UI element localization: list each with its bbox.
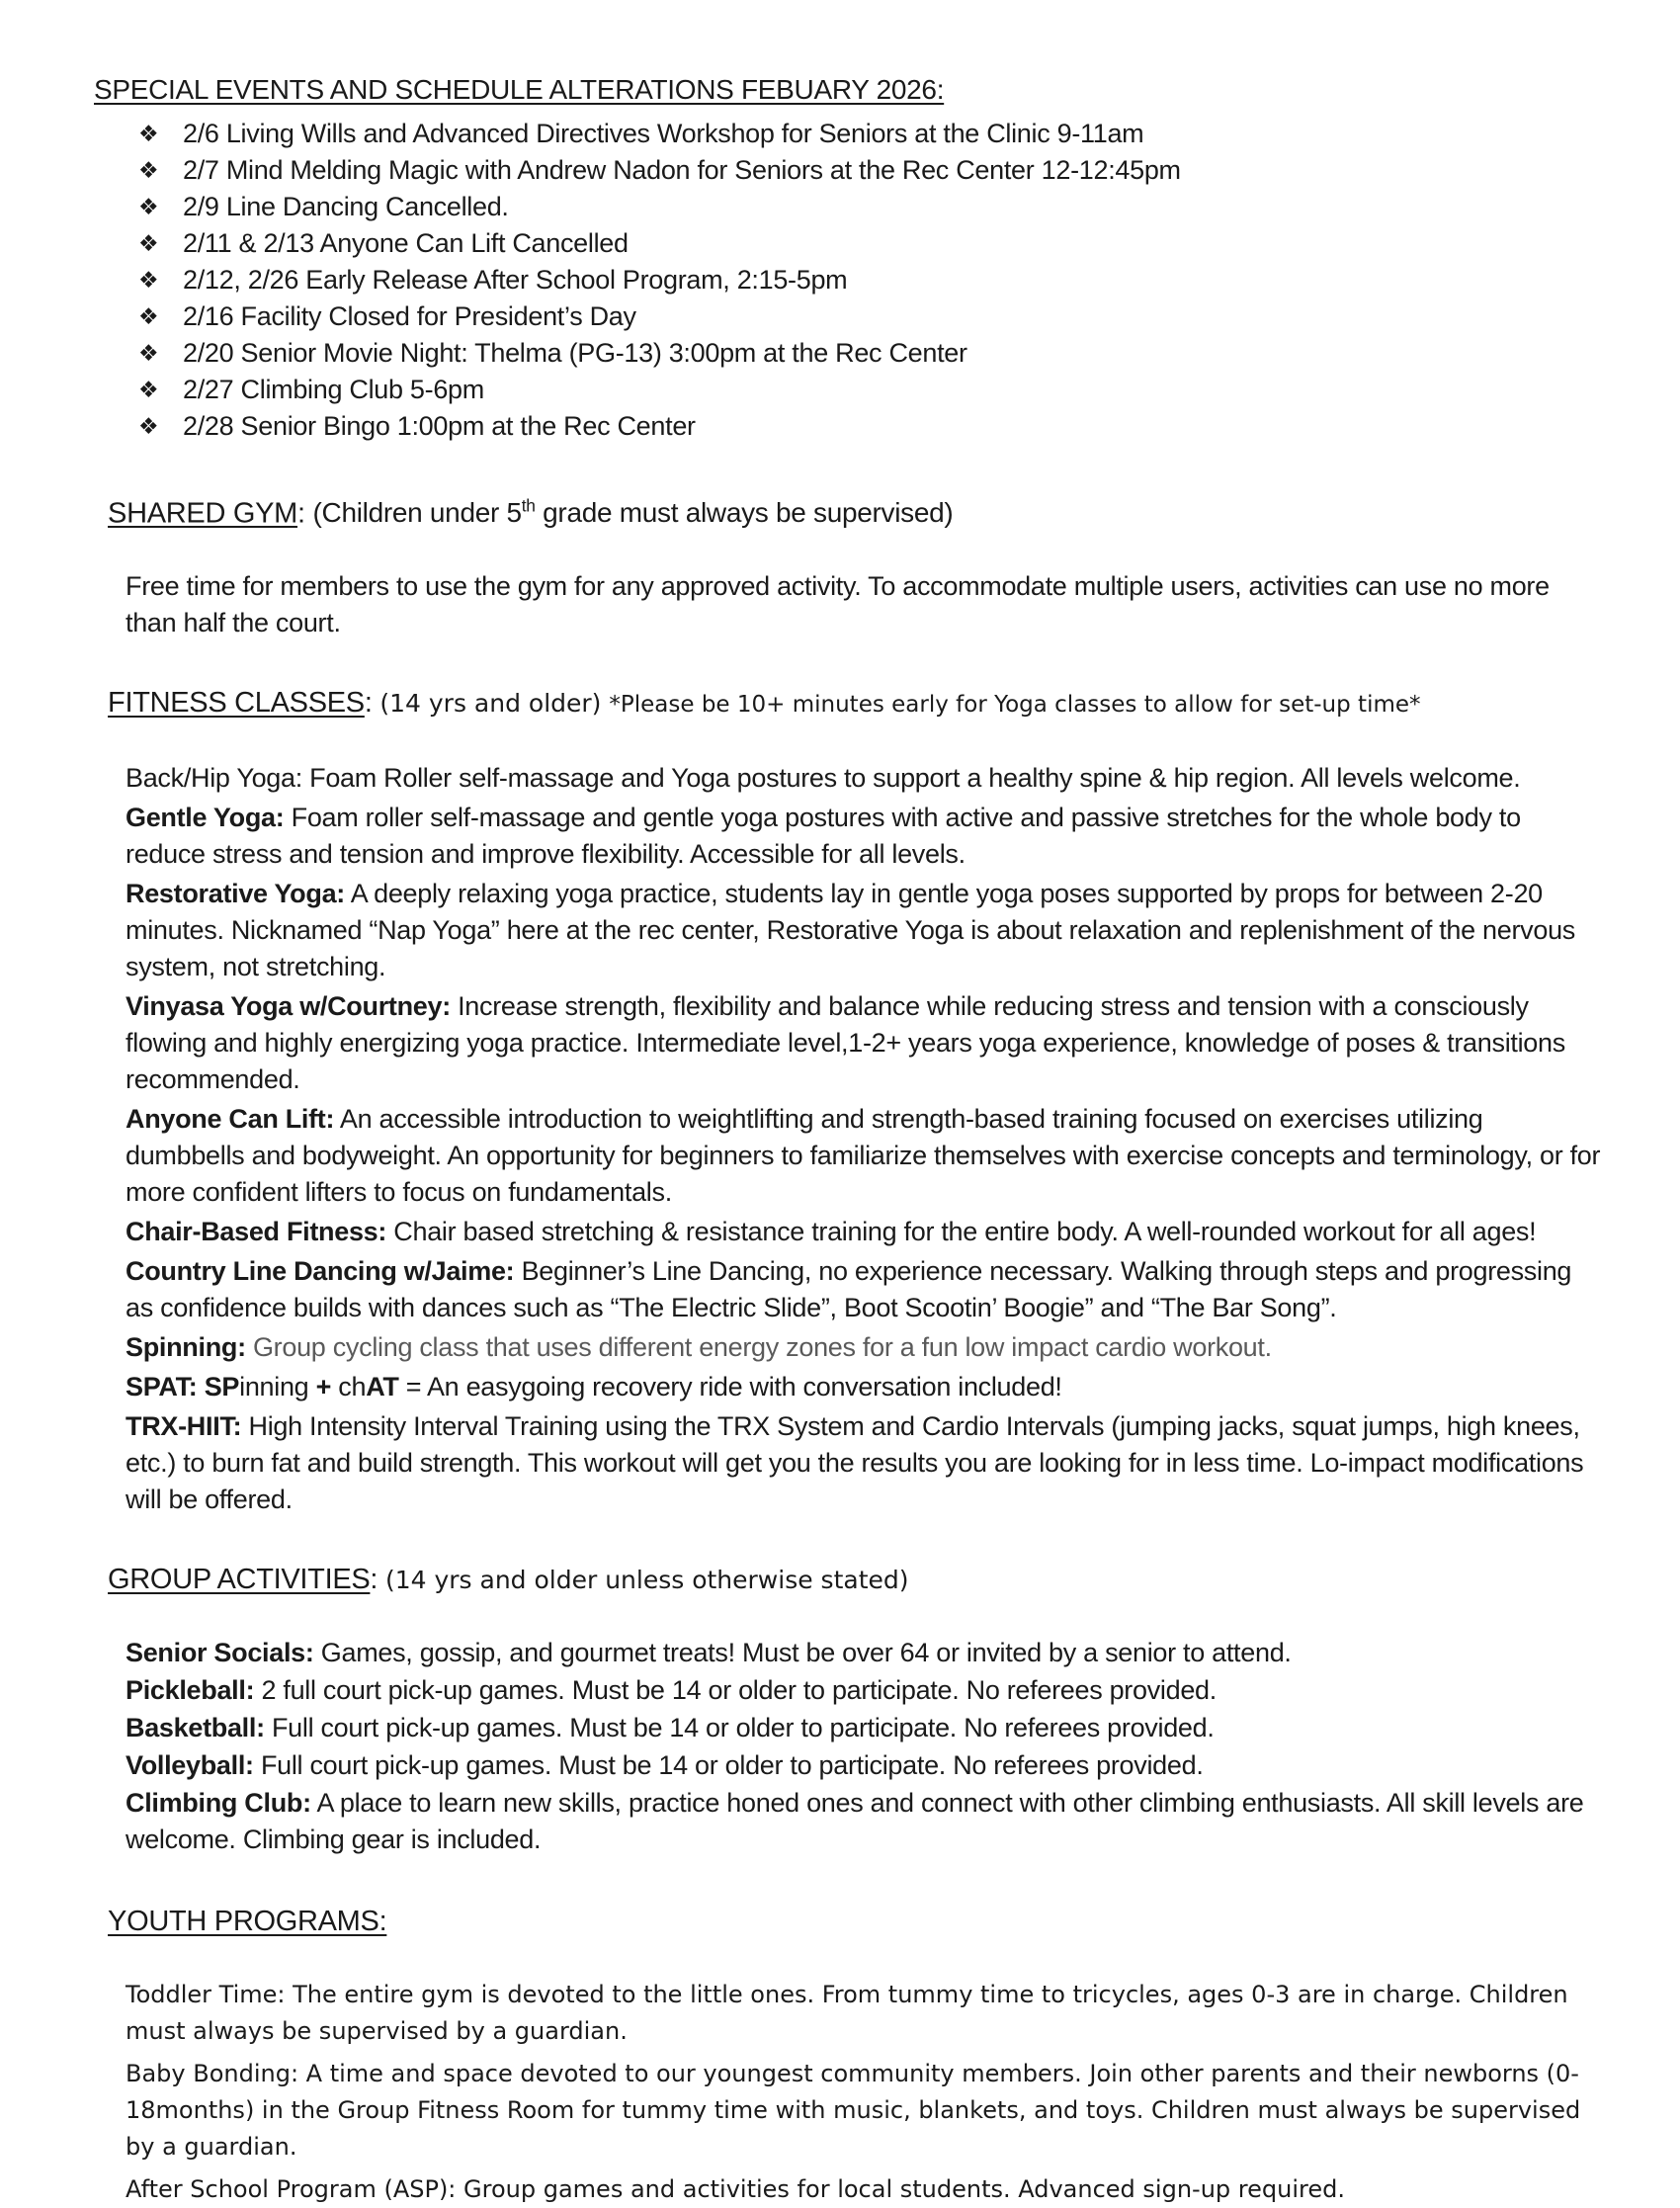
shared-gym-note <box>313 497 954 528</box>
class-description: Increase strength, flexibility and balance while reducing stress and tension with a consciously flowing and highly energizing yoga practice. Intermediate level,1-2+ years yoga experience, knowledge of poses & transitions recommended. <box>126 991 1565 1095</box>
shared-gym-body: Free time for members to use the gym for any approved activity. To accommodate multiple users, activities can use no more than half the court. <box>126 571 1550 638</box>
class-label: Anyone Can Lift: <box>126 1104 335 1135</box>
fitness-class-spinning <box>126 1329 1606 1366</box>
class-description: An accessible introduction to weightlifting and strength-based training focused on exercises utilizing dumbbells and bodyweight. An opportunity for beginners to familiarize themselves with exercise concepts and terminology, or for more confident lifters to focus on fundamentals. <box>126 1104 1601 1208</box>
youth-program-toddler-time <box>126 1977 1606 2050</box>
group-activities-heading-text: GROUP ACTIVITIES <box>108 1564 371 1596</box>
section-heading-group-activities <box>77 1525 1606 1635</box>
fitness-class-gentle-yoga <box>126 800 1606 873</box>
diamond-bullet-icon: ❖ <box>138 122 159 147</box>
fitness-class-spat <box>126 1369 1606 1405</box>
event-item-text: 2/27 Climbing Club 5-6pm <box>183 375 484 404</box>
activity-description: A place to learn new skills, practice honed ones and connect with other climbing enthusiasts. All skill levels are welcome. Climbing gear is included. <box>126 1788 1584 1855</box>
group-activity-basketball <box>126 1710 1606 1746</box>
diamond-bullet-icon: ❖ <box>138 378 159 403</box>
document-title: SPECIAL EVENTS AND SCHEDULE ALTERATIONS FEBUARY 2026: <box>94 74 945 105</box>
activity-label: Pickleball: <box>126 1675 255 1706</box>
shared-gym-note-pre: (Children under 5 <box>312 497 522 529</box>
group-activity-senior-socials <box>126 1635 1606 1671</box>
diamond-bullet-icon: ❖ <box>138 268 159 294</box>
spat-text: inning <box>239 1372 316 1402</box>
activity-description: 2 full court pick-up games. Must be 14 or older to participate. No referees provided. <box>254 1675 1217 1706</box>
class-description: Foam roller self-massage and gentle yoga postures with active and passive stretches for the whole body to reduce stress and tension and improve flexibility. Accessible for all levels. <box>126 803 1521 870</box>
section-heading-fitness-classes <box>77 648 1606 760</box>
group-activity-climbing-club <box>126 1785 1606 1858</box>
spat-text: ch <box>338 1372 367 1402</box>
event-item <box>0 298 1611 335</box>
heading-colon: : <box>297 497 313 530</box>
event-item <box>0 225 1611 262</box>
class-label: Back/Hip Yoga: <box>126 763 302 794</box>
class-label: Chair-Based Fitness: <box>126 1217 387 1247</box>
diamond-bullet-icon: ❖ <box>138 231 159 257</box>
class-label: Restorative Yoga: <box>126 879 345 909</box>
fitness-heading-text: FITNESS CLASSES <box>108 687 365 720</box>
activity-label: Climbing Club: <box>126 1788 311 1819</box>
event-item <box>0 116 1611 152</box>
activity-label: Basketball: <box>126 1713 265 1743</box>
shared-gym-heading-text: SHARED GYM <box>108 497 298 530</box>
activity-label: Volleyball: <box>126 1750 254 1781</box>
activity-description: Full court pick-up games. Must be 14 or older to participate. No referees provided. <box>264 1713 1215 1743</box>
fitness-class-vinyasa-yoga <box>126 988 1606 1098</box>
activity-label: Senior Socials: <box>126 1638 314 1668</box>
spat-bold: + <box>315 1372 339 1402</box>
activity-description: Games, gossip, and gourmet treats! Must be over 64 or invited by a senior to attend. <box>313 1638 1292 1668</box>
event-item <box>0 408 1611 445</box>
fitness-class-anyone-can-lift <box>126 1101 1606 1211</box>
program-description: Group games and activities for local students. Advanced sign-up required. <box>456 2175 1345 2204</box>
section-heading-shared-gym <box>77 452 1606 568</box>
diamond-bullet-icon: ❖ <box>138 341 159 367</box>
fitness-class-back-hip-yoga <box>126 760 1606 797</box>
event-item-text: 2/12, 2/26 Early Release After School Program, 2:15-5pm <box>183 265 848 295</box>
ordinal-superscript: th <box>521 496 536 516</box>
program-description: The entire gym is devoted to the little ones. From tummy time to tricycles, ages 0-3 are in charge. Children must always be supervised by a guardian. <box>126 1981 1568 2046</box>
class-description: Group cycling class that uses different energy zones for a fun low impact cardio workout. <box>245 1332 1272 1363</box>
class-description: High Intensity Interval Training using the TRX System and Cardio Intervals (jumping jacks, squat jumps, high knees, etc.) to burn fat and build strength. This workout will get you the results you are looking for in less time. Lo-impact modifications will be offered. <box>126 1411 1584 1515</box>
special-events-list <box>0 116 1680 445</box>
event-item-text: 2/16 Facility Closed for President’s Day <box>183 301 636 331</box>
class-description: Beginner’s Line Dancing, no experience necessary. Walking through steps and progressing as confidence builds with dances such as “The Electric Slide”, Boot Scootin’ Boogie” and “The Bar Song”. <box>126 1256 1572 1323</box>
diamond-bullet-icon: ❖ <box>138 158 159 184</box>
spat-text: = An easygoing recovery ride with conversation included! <box>398 1372 1062 1402</box>
diamond-bullet-icon: ❖ <box>138 414 159 440</box>
event-item-text: 2/11 & 2/13 Anyone Can Lift Cancelled <box>183 228 629 258</box>
event-item <box>0 335 1611 372</box>
fitness-class-chair-based-fitness <box>126 1214 1606 1250</box>
section-heading-youth-programs <box>77 1867 1606 1977</box>
class-description: Foam Roller self-massage and Yoga postures to support a healthy spine & hip region. All levels welcome. <box>301 763 1521 794</box>
event-item <box>0 189 1611 225</box>
youth-programs-heading-text: YOUTH PROGRAMS: <box>108 1906 387 1938</box>
event-item-text: 2/7 Mind Melding Magic with Andrew Nadon for Seniors at the Rec Center 12-12:45pm <box>183 155 1181 185</box>
spat-bold: AT <box>366 1372 399 1402</box>
class-label: Spinning: <box>126 1332 246 1363</box>
class-label: Gentle Yoga: <box>126 803 285 833</box>
shared-gym-note-post: grade must always be supervised) <box>535 497 954 529</box>
class-label: Vinyasa Yoga w/Courtney: <box>126 991 451 1022</box>
class-description: Chair based stretching & resistance training for the entire body. A well-rounded workout for all ages! <box>386 1217 1537 1247</box>
activity-description: Full court pick-up games. Must be 14 or older to participate. No referees provided. <box>253 1750 1204 1781</box>
fitness-age-note: (14 yrs and older) <box>379 689 610 719</box>
youth-program-baby-bonding <box>126 2056 1606 2166</box>
program-description: A time and space devoted to our youngest community members. Join other parents and their newborns (0-18months) in the Group Fitness Room for tummy time with music, blankets, and toys. Children must always be supervised by a guardian. <box>126 2060 1581 2162</box>
class-description: A deeply relaxing yoga practice, students lay in gentle yoga poses supported by props for between 2-20 minutes. Nicknamed “Nap Yoga” here at the rec center, Restorative Yoga is about relaxation and replenishment of the nervous system, not stretching. <box>126 879 1576 982</box>
heading-colon: : <box>364 687 380 720</box>
fitness-setup-note: *Please be 10+ minutes early for Yoga classes to allow for set-up time* <box>609 692 1421 719</box>
event-item-text: 2/20 Senior Movie Night: Thelma (PG-13) 3:00pm at the Rec Center <box>183 338 967 368</box>
event-item-text: 2/6 Living Wills and Advanced Directives Workshop for Seniors at the Clinic 9-11am <box>183 119 1144 148</box>
event-item <box>0 372 1611 408</box>
event-item-text: 2/9 Line Dancing Cancelled. <box>183 192 509 221</box>
program-label: Toddler Time: <box>126 1981 286 2009</box>
heading-colon: : <box>370 1564 385 1596</box>
group-activity-volleyball <box>126 1747 1606 1784</box>
fitness-class-country-line-dancing <box>126 1253 1606 1326</box>
program-label: After School Program (ASP): <box>126 2175 457 2204</box>
group-activity-pickleball <box>126 1672 1606 1709</box>
class-label: SPAT: SP <box>126 1372 240 1402</box>
event-item <box>0 152 1611 189</box>
class-label: TRX-HIIT: <box>126 1411 242 1442</box>
diamond-bullet-icon: ❖ <box>138 195 159 220</box>
youth-program-after-school <box>126 2171 1606 2208</box>
program-label: Baby Bonding: <box>126 2060 299 2088</box>
event-item-text: 2/28 Senior Bingo 1:00pm at the Rec Center <box>183 411 696 441</box>
diamond-bullet-icon: ❖ <box>138 304 159 330</box>
group-activities-age-note: (14 yrs and older unless otherwise stated) <box>384 1566 909 1595</box>
event-item <box>0 262 1611 298</box>
fitness-class-trx-hiit <box>126 1408 1606 1518</box>
class-label: Country Line Dancing w/Jaime: <box>126 1256 515 1287</box>
fitness-class-restorative-yoga <box>126 876 1606 985</box>
